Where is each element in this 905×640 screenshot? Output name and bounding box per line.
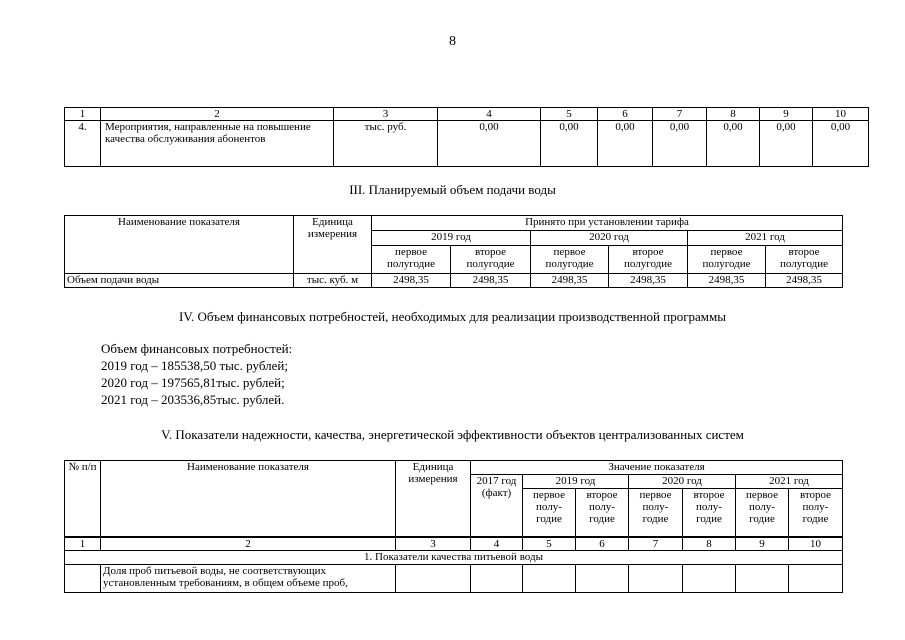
row-unit: тыс. куб. м [294, 274, 372, 288]
table-row [65, 274, 843, 288]
row-value [629, 565, 683, 593]
column-number: 4 [438, 108, 541, 121]
half-header: второе полугодие [451, 246, 531, 274]
row-value [523, 565, 576, 593]
table-row [65, 565, 843, 593]
subsection-title: 1. Показатели качества питьевой воды [65, 551, 843, 565]
row-name: Объем подачи воды [65, 274, 294, 288]
row-number [65, 565, 101, 593]
column-number: 6 [598, 108, 653, 121]
section-3-title: III. Планируемый объем подачи воды [349, 182, 556, 197]
column-number: 9 [760, 108, 813, 121]
header-unit: Единица измерения [294, 216, 372, 274]
water-supply-table [64, 215, 843, 288]
financial-needs-line: 2019 год – 185538,50 тыс. рублей; [101, 358, 288, 373]
header-group: Значение показателя [471, 461, 843, 475]
year-header: 2020 год [629, 475, 736, 489]
half-header: первое полугодие [531, 246, 609, 274]
column-number: 3 [396, 537, 471, 551]
row-value [471, 565, 523, 593]
year-header: 2019 год [523, 475, 629, 489]
header-name: Наименование показателя [101, 461, 396, 537]
row-value [683, 565, 736, 593]
row-value: 0,00 [598, 121, 653, 167]
header-group: Принято при установлении тарифа [372, 216, 843, 231]
column-number: 2 [101, 537, 396, 551]
row-value: 0,00 [813, 121, 869, 167]
table-row [65, 121, 869, 167]
column-number: 5 [523, 537, 576, 551]
row-value [736, 565, 789, 593]
half-header: первое полу-годие [629, 489, 683, 537]
column-number: 5 [541, 108, 598, 121]
financial-needs-line: 2021 год – 203536,85тыс. рублей. [101, 392, 285, 407]
row-value: 2498,35 [609, 274, 688, 288]
column-number: 1 [65, 108, 101, 121]
row-value: 0,00 [438, 121, 541, 167]
column-number-row [65, 537, 843, 551]
row-value: 2498,35 [531, 274, 609, 288]
row-unit: тыс. руб. [334, 121, 438, 167]
row-value [789, 565, 843, 593]
financial-needs-line: Объем финансовых потребностей: [101, 341, 293, 356]
row-value: 0,00 [707, 121, 760, 167]
row-value: 0,00 [760, 121, 813, 167]
column-number: 1 [65, 537, 101, 551]
year-header: 2021 год [688, 231, 843, 246]
year-header: 2020 год [531, 231, 688, 246]
column-number: 8 [707, 108, 760, 121]
row-value: 2498,35 [766, 274, 843, 288]
column-number: 9 [736, 537, 789, 551]
section-5-title: V. Показатели надежности, качества, энергетической эффективности объектов централизованных систем [161, 427, 744, 442]
row-number: 4. [65, 121, 101, 167]
half-header: первое полу-годие [736, 489, 789, 537]
header-name: Наименование показателя [65, 216, 294, 274]
header-num: № п/п [65, 461, 101, 537]
column-number-row [65, 108, 869, 121]
page-number: 8 [449, 34, 456, 49]
year-header: 2019 год [372, 231, 531, 246]
reliability-indicators-table [64, 460, 843, 593]
row-name: Доля проб питьевой воды, не соответствующих установленным требованиям, в общем объеме проб, [101, 565, 396, 593]
row-value: 2498,35 [688, 274, 766, 288]
row-name: Мероприятия, направленные на повышение качества обслуживания абонентов [101, 121, 334, 167]
half-header: второе полу-годие [576, 489, 629, 537]
row-value: 2498,35 [372, 274, 451, 288]
column-number: 4 [471, 537, 523, 551]
row-value: 0,00 [653, 121, 707, 167]
half-header: первое полугодие [688, 246, 766, 274]
half-header: первое полугодие [372, 246, 451, 274]
half-header: второе полугодие [609, 246, 688, 274]
half-header: первое полу-годие [523, 489, 576, 537]
half-header: второе полу-годие [683, 489, 736, 537]
column-number: 7 [653, 108, 707, 121]
column-number: 6 [576, 537, 629, 551]
continuation-table [64, 107, 869, 167]
row-value [576, 565, 629, 593]
year-header: 2021 год [736, 475, 843, 489]
row-value: 0,00 [541, 121, 598, 167]
half-header: второе полугодие [766, 246, 843, 274]
row-unit [396, 565, 471, 593]
financial-needs-block [101, 340, 292, 408]
fact-year-header: 2017 год (факт) [471, 475, 523, 537]
column-number: 10 [789, 537, 843, 551]
column-number: 7 [629, 537, 683, 551]
half-header: второе полу-годие [789, 489, 843, 537]
column-number: 10 [813, 108, 869, 121]
financial-needs-line: 2020 год – 197565,81тыс. рублей; [101, 375, 285, 390]
header-unit: Единица измерения [396, 461, 471, 537]
column-number: 3 [334, 108, 438, 121]
row-value: 2498,35 [451, 274, 531, 288]
column-number: 8 [683, 537, 736, 551]
section-4-title: IV. Объем финансовых потребностей, необходимых для реализации производственной программы [179, 309, 726, 324]
column-number: 2 [101, 108, 334, 121]
